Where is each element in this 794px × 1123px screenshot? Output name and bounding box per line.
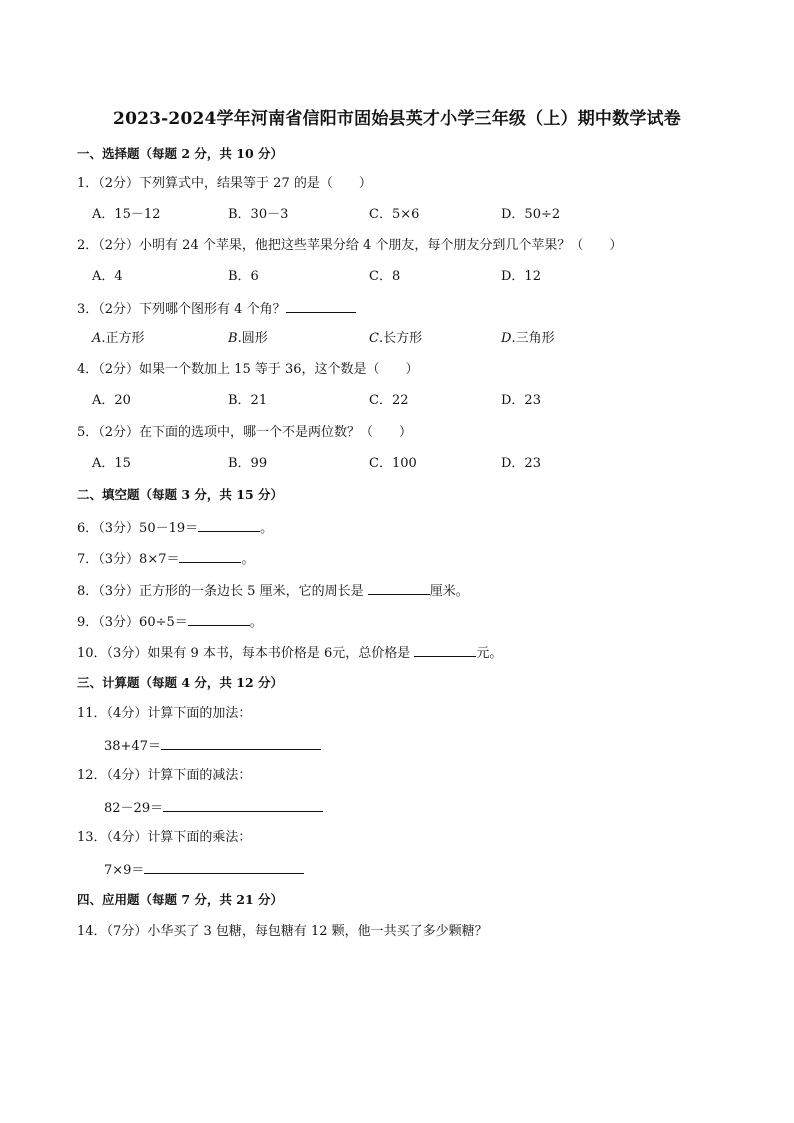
question-2-stem: 2．（2分）小明有 24 个苹果，他把这些苹果分给 4 个朋友，每个朋友分到几个苹果？（ ） (77, 238, 623, 253)
answer-blank[interactable] (368, 581, 430, 595)
option-b: B．99 (228, 456, 268, 471)
question-1-stem: 1．（2分）下列算式中，结果等于 27 的是（ ） (77, 176, 372, 191)
question-9-line: 9．（3分）60÷5＝ 。 (77, 612, 263, 632)
answer-blank[interactable] (163, 798, 323, 812)
option-d: D．23 (501, 456, 541, 471)
option-c: C．22 (369, 393, 409, 408)
question-5-stem: 5．（2分）在下面的选项中，哪一个不是两位数？（ ） (77, 425, 413, 440)
question-3-line (77, 299, 356, 319)
question-6-line: 6．（3分）50－19＝ 。 (77, 518, 273, 538)
answer-blank[interactable] (198, 518, 260, 532)
option-d: D．50÷2 (501, 207, 561, 222)
option-d: D.三角形 (501, 331, 555, 346)
option-b: B.圆形 (228, 331, 268, 346)
question-7-line: 7．（3分）8×7＝ 。 (77, 549, 255, 569)
answer-blank[interactable] (179, 549, 241, 563)
section-heading-calc: 三、计算题（每题 4 分，共 12 分） (77, 675, 284, 690)
option-d: D．23 (501, 393, 541, 408)
option-c: C．5×6 (369, 207, 420, 222)
question-2-options (92, 268, 692, 286)
question-13-expression: 7×9＝ (104, 860, 304, 880)
question-10-line: 10．（3分）如果有 9 本书，每本书价格是 6元，总价格是 元。 (77, 643, 502, 663)
question-1-options (92, 206, 692, 224)
question-13-stem: 13．（4分）计算下面的乘法： (77, 830, 252, 845)
section-heading-application: 四、应用题（每题 7 分，共 21 分） (77, 892, 284, 907)
option-a: A．20 (92, 393, 131, 408)
answer-blank[interactable] (286, 299, 356, 313)
question-4-stem: 4．（2分）如果一个数加上 15 等于 36，这个数是（ ） (77, 362, 419, 377)
question-14-stem: 14．（7分）小华买了 3 包糖，每包糖有 12 颗，他一共买了多少颗糖？ (77, 924, 488, 939)
answer-blank[interactable] (161, 736, 321, 750)
option-b: B．6 (228, 269, 259, 284)
option-d: D．12 (501, 269, 541, 284)
question-3-options (92, 330, 692, 348)
question-12-expression: 82－29＝ (104, 798, 323, 818)
option-c: C．100 (369, 456, 417, 471)
option-b: B．30－3 (228, 207, 289, 222)
answer-blank[interactable] (188, 612, 250, 626)
option-c: C.长方形 (369, 331, 423, 346)
question-8-line: 8．（3分）正方形的一条边长 5 厘米，它的周长是 厘米。 (77, 581, 469, 601)
question-4-options (92, 392, 692, 410)
question-5-options (92, 455, 692, 473)
option-b: B．21 (228, 393, 268, 408)
option-a: A．15 (92, 456, 131, 471)
section-heading-fill: 二、填空题（每题 3 分，共 15 分） (77, 487, 284, 502)
option-a: A.正方形 (92, 331, 145, 346)
option-c: C．8 (369, 269, 401, 284)
answer-blank[interactable] (414, 643, 476, 657)
question-11-stem: 11．（4分）计算下面的加法： (77, 706, 252, 721)
option-a: A．15－12 (92, 207, 161, 222)
question-3-stem: 3．（2分）下列哪个图形有 4 个角？ (77, 302, 286, 317)
question-11-expression: 38+47＝ (104, 736, 321, 756)
page-title: 2023-2024学年河南省信阳市固始县英才小学三年级（上）期中数学试卷 (113, 109, 681, 129)
question-12-stem: 12．（4分）计算下面的减法： (77, 768, 252, 783)
option-a: A．4 (92, 269, 123, 284)
section-heading-choice: 一、选择题（每题 2 分，共 10 分） (77, 146, 284, 161)
answer-blank[interactable] (144, 860, 304, 874)
